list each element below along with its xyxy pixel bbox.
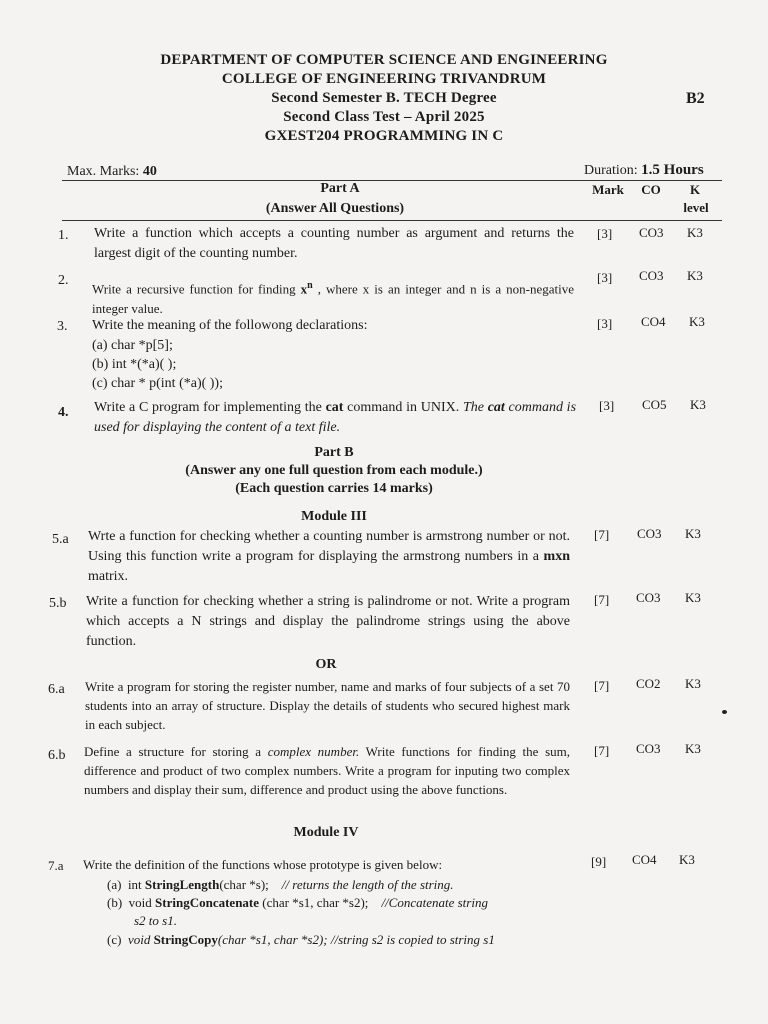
- question-text-part: Wrte a function for checking whether a counting number is armstrong number or not. Using this function write a program for displaying the armstrong numbers in a: [88, 529, 570, 564]
- question-mark: [3]: [597, 270, 613, 285]
- co-column-header: CO: [641, 182, 661, 197]
- semester-line: Second Semester B. TECH Degree: [271, 90, 497, 106]
- question-text: [88, 527, 570, 587]
- question-k-level: K3: [689, 314, 705, 329]
- code-comment: s2 to s1.: [134, 913, 177, 928]
- question-mark: [9]: [591, 854, 607, 869]
- question-number: 2.: [58, 273, 69, 288]
- question-text-part: Define a structure for storing a: [84, 744, 268, 759]
- question-k-level: K3: [690, 397, 706, 412]
- table-rule: [62, 220, 722, 221]
- question-co: CO2: [636, 676, 661, 691]
- matrix-term: mxn: [543, 549, 570, 564]
- prototype-item-continued: [134, 911, 177, 931]
- question-mark: [3]: [597, 226, 613, 241]
- max-marks-label: Max. Marks:: [67, 164, 143, 179]
- module-iii-heading: Module III: [301, 509, 367, 524]
- prototype-item: [107, 875, 454, 895]
- question-number: 1.: [58, 228, 69, 243]
- question-mark: [7]: [594, 743, 610, 758]
- question-text-exponent: n: [307, 280, 313, 291]
- return-type: void: [128, 895, 156, 910]
- function-args: (char *s1, char *s2);: [259, 895, 369, 910]
- duration: [584, 162, 704, 179]
- declaration-item: (c) char * p(int (*a)( ));: [92, 376, 223, 391]
- part-a-title: Part A: [320, 181, 360, 196]
- department-title: DEPARTMENT OF COMPUTER SCIENCE AND ENGINEERING: [160, 52, 608, 68]
- question-mark: [3]: [599, 398, 615, 413]
- question-text-italic: The: [462, 400, 488, 415]
- paper-code: B2: [686, 90, 705, 107]
- prototype-item: [107, 893, 488, 913]
- declaration-item: (a) char *p[5];: [92, 338, 173, 353]
- command-name: cat: [487, 400, 505, 415]
- question-text: Write the definition of the functions whose prototype is given below:: [83, 857, 443, 872]
- question-text-part: matrix.: [88, 569, 129, 584]
- function-name: StringCopy: [153, 932, 218, 947]
- question-k-level: K3: [685, 741, 701, 756]
- or-separator: OR: [315, 657, 337, 672]
- function-args: (char *s1, char *s2); //string s2 is copied to string s1: [217, 932, 495, 947]
- part-b-subtitle: (Answer any one full question from each module.): [185, 463, 483, 478]
- question-co: CO3: [639, 225, 664, 240]
- question-text: Write a program for storing the register number, name and marks of four subjects of a set 70 students into an array of structure. Display the details of students who secured highest mark in each subject.: [85, 679, 570, 732]
- question-number: 4.: [58, 405, 69, 420]
- code-comment: //Concatenate string: [381, 895, 488, 910]
- question-text-part: Write functions for finding the sum, difference and product of two complex numbers. Write a program for inputing two complex numbers and display their sum, difference and product using the above functions.: [84, 744, 570, 797]
- question-mark: [7]: [594, 678, 610, 693]
- part-b-subtitle: (Each question carries 14 marks): [235, 481, 433, 496]
- question-k-level: K3: [679, 852, 695, 867]
- question-k-level: K3: [687, 225, 703, 240]
- max-marks: [67, 164, 157, 180]
- question-text: Write the meaning of the followong declarations:: [92, 318, 368, 333]
- mark-column-header: Mark: [592, 182, 624, 197]
- question-mark: [3]: [597, 316, 613, 331]
- question-number: 5.b: [49, 596, 67, 611]
- question-k-level: K3: [685, 526, 701, 541]
- question-co: CO4: [641, 314, 666, 329]
- prototype-item: [107, 930, 495, 950]
- question-text: [92, 276, 574, 319]
- function-args: (char *s);: [219, 877, 269, 892]
- question-number: 3.: [57, 319, 68, 334]
- duration-label: Duration:: [584, 163, 642, 178]
- course-title: GXEST204 PROGRAMMING IN C: [264, 128, 504, 144]
- question-text-italic: command is used for displaying the content of a text file.: [94, 400, 577, 435]
- part-a-subtitle: (Answer All Questions): [265, 201, 405, 216]
- question-text: Write a function for checking whether a string is palindrome or not. Write a program which accepts a N strings and display the palindrome strings using the above function.: [86, 594, 570, 649]
- question-k-level: K3: [685, 676, 701, 691]
- question-co: CO4: [632, 852, 657, 867]
- question-co: CO3: [637, 526, 662, 541]
- college-title: COLLEGE OF ENGINEERING TRIVANDRUM: [221, 71, 547, 87]
- question-k-level: K3: [685, 590, 701, 605]
- question-co: CO3: [636, 590, 661, 605]
- item-label: (c): [107, 932, 122, 947]
- question-number: 6.a: [48, 682, 65, 697]
- question-mark: [7]: [594, 527, 610, 542]
- command-name: cat: [325, 400, 344, 415]
- part-b-title: Part B: [314, 445, 354, 460]
- return-type: int: [127, 877, 145, 892]
- question-text: [94, 398, 576, 438]
- code-comment: // returns the length of the string.: [281, 877, 454, 892]
- k-level-column-header: level: [683, 200, 709, 215]
- question-co: CO3: [636, 741, 661, 756]
- k-column-header: K: [689, 182, 701, 197]
- question-mark: [7]: [594, 592, 610, 607]
- question-number: 7.a: [48, 858, 64, 873]
- return-type: void: [127, 932, 154, 947]
- question-text-part: , where x is an integer and n is a non-negative integer value.: [92, 281, 574, 317]
- question-text: [84, 742, 570, 799]
- declaration-item: (b) int *(*a)( );: [92, 357, 177, 372]
- max-marks-value: 40: [142, 164, 157, 179]
- item-label: (a): [107, 877, 122, 892]
- question-number: 6.b: [48, 748, 66, 763]
- question-text-variable: x: [300, 281, 308, 297]
- function-name: StringConcatenate: [155, 895, 260, 910]
- question-text: Write a function which accepts a counting number as argument and returns the largest digit of the counting number.: [94, 226, 574, 261]
- question-text-part: Write a recursive function for finding: [92, 281, 301, 297]
- ink-mark: [722, 710, 727, 714]
- question-co: CO5: [642, 397, 667, 412]
- question-co: CO3: [639, 268, 664, 283]
- question-text-part: Write a C program for implementing the: [94, 400, 326, 415]
- duration-value: 1.5 Hours: [641, 162, 704, 178]
- test-line: Second Class Test – April 2025: [283, 109, 485, 125]
- question-text-italic: complex number.: [267, 744, 360, 759]
- question-k-level: K3: [687, 268, 703, 283]
- question-text-part: command in UNIX.: [343, 400, 463, 415]
- question-number: 5.a: [52, 532, 69, 547]
- module-iv-heading: Module IV: [293, 825, 359, 840]
- function-name: StringLength: [144, 877, 220, 892]
- item-label: (b): [107, 895, 123, 910]
